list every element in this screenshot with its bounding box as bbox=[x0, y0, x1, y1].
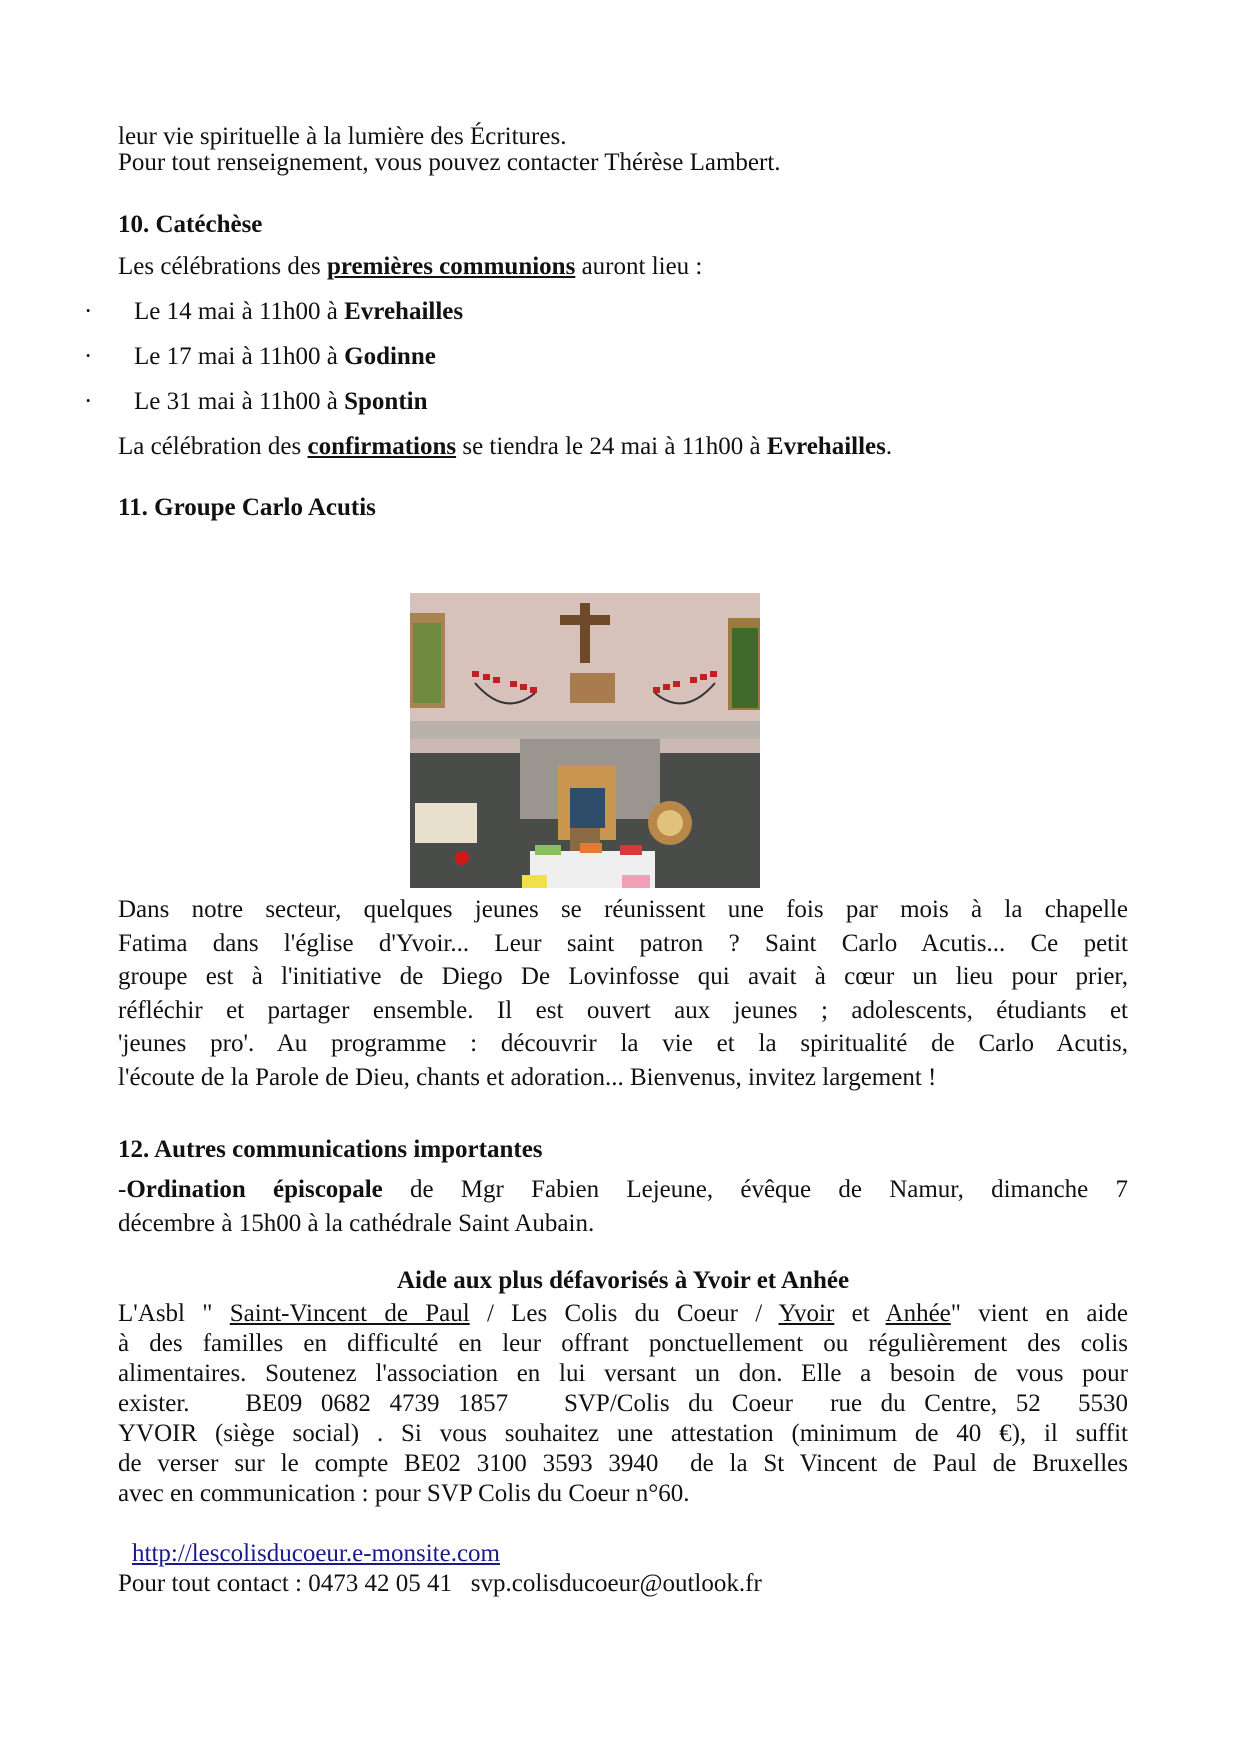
saint-vincent-de-paul: Saint-Vincent de Paul bbox=[229, 1300, 470, 1327]
ordination-line-1 bbox=[118, 1173, 1128, 1207]
section-12-title: 12. Autres communications importantes bbox=[118, 1136, 543, 1163]
intro-line-2: Pour tout renseignement, vous pouvez contacter Thérèse Lambert. bbox=[118, 149, 781, 176]
intro-text: Les célébrations des bbox=[118, 253, 327, 280]
aide-line: exister. BE09 0682 4739 1857 SVP/Colis du Coeur rue du Centre, 52 5530 bbox=[118, 1390, 1128, 1417]
list-item bbox=[84, 296, 463, 328]
ordination-paragraph bbox=[118, 1173, 1128, 1240]
item-place: Evrehailles bbox=[344, 298, 464, 325]
website-line bbox=[132, 1538, 500, 1570]
aide-line: YVOIR (siège social) . Si vous souhaitez une attestation (minimum de 40 €), il suffit bbox=[118, 1420, 1128, 1447]
bullet-icon: · bbox=[84, 298, 93, 325]
aide-line-1 bbox=[118, 1299, 1128, 1329]
aide-title: Aide aux plus défavorisés à Yvoir et Anhée bbox=[396, 1267, 850, 1294]
section-11-title: 11. Groupe Carlo Acutis bbox=[118, 494, 376, 521]
paragraph-line: réfléchir et partager ensemble. Il est ouvert aux jeunes ; adolescents, étudiants et bbox=[118, 996, 1128, 1024]
website-link[interactable]: http://lescolisducoeur.e-monsite.com bbox=[132, 1540, 500, 1567]
confirm-place: Evrehailles bbox=[766, 433, 886, 460]
item-text: Le 17 mai à 11h00 à bbox=[134, 343, 345, 370]
intro-line-1: leur vie spirituelle à la lumière des Écritures. bbox=[118, 123, 567, 150]
ordination-line-2: décembre à 15h00 à la cathédrale Saint Aubain. bbox=[118, 1209, 595, 1237]
section-10-title: 10. Catéchèse bbox=[118, 211, 263, 238]
paragraph-line: 'jeunes pro'. Au programme : découvrir la vie et la spiritualité de Carlo Acutis, bbox=[118, 1030, 1128, 1057]
bullet-icon: · bbox=[84, 343, 93, 370]
carlo-acutis-paragraph bbox=[118, 893, 1128, 1094]
section-10-intro bbox=[118, 251, 702, 283]
text: " vient en aide bbox=[950, 1300, 1129, 1327]
paragraph-line: Dans notre secteur, quelques jeunes se réunissent une fois par mois à la chapelle bbox=[118, 896, 1128, 923]
text: et bbox=[834, 1300, 886, 1327]
confirm-pre: La célébration des bbox=[118, 433, 308, 460]
intro-text-end: auront lieu : bbox=[575, 253, 703, 280]
text: / Les Colis du Coeur / bbox=[469, 1300, 779, 1327]
paragraph-line: Fatima dans l'église d'Yvoir... Leur saint patron ? Saint Carlo Acutis... Ce petit bbox=[118, 929, 1128, 957]
confirmations-line bbox=[118, 431, 892, 463]
confirm-mid: se tiendra le 24 mai à 11h00 à bbox=[456, 433, 767, 460]
item-text: Le 14 mai à 11h00 à bbox=[134, 298, 345, 325]
chapel-altar-photo bbox=[410, 593, 760, 888]
item-place: Godinne bbox=[344, 343, 436, 370]
anhee: Anhée bbox=[885, 1300, 951, 1327]
bullet-icon: · bbox=[84, 388, 93, 415]
item-text: Le 31 mai à 11h00 à bbox=[134, 388, 345, 415]
ordination-bold: Ordination épiscopale bbox=[126, 1176, 383, 1203]
aide-line: à des familles en difficulté en leur offrant ponctuellement ou régulièrement des colis bbox=[118, 1330, 1128, 1357]
ordination-rest: de Mgr Fabien Lejeune, évêque de Namur, dimanche 7 bbox=[382, 1176, 1129, 1203]
chapel-photo-icon bbox=[410, 593, 760, 888]
paragraph-line: l'écoute de la Parole de Dieu, chants et adoration... Bienvenus, invitez largement ! bbox=[118, 1063, 937, 1091]
paragraph-line: groupe est à l'initiative de Diego De Lovinfosse qui avait à cœur un lieu pour prier, bbox=[118, 963, 1128, 990]
dash: - bbox=[118, 1176, 127, 1203]
aide-line: avec en communication : pour SVP Colis du Coeur n°60. bbox=[118, 1480, 690, 1507]
aide-line: de verser sur le compte BE02 3100 3593 3940 de la St Vincent de Paul de Bruxelles bbox=[118, 1450, 1128, 1477]
contact-line: Pour tout contact : 0473 42 05 41 svp.colisducoeur@outlook.fr bbox=[118, 1570, 762, 1597]
premieres-communions: premières communions bbox=[326, 253, 576, 280]
text: L'Asbl " bbox=[118, 1300, 230, 1327]
yvoir: Yvoir bbox=[778, 1300, 835, 1327]
list-item bbox=[84, 341, 436, 373]
aide-line: alimentaires. Soutenez l'association en lui versant un don. Elle a besoin de vous pour bbox=[118, 1360, 1128, 1387]
aide-paragraph bbox=[118, 1299, 1128, 1509]
confirmations: confirmations bbox=[307, 433, 457, 460]
item-place: Spontin bbox=[344, 388, 428, 415]
list-item bbox=[84, 386, 428, 418]
confirm-end: . bbox=[885, 433, 893, 460]
